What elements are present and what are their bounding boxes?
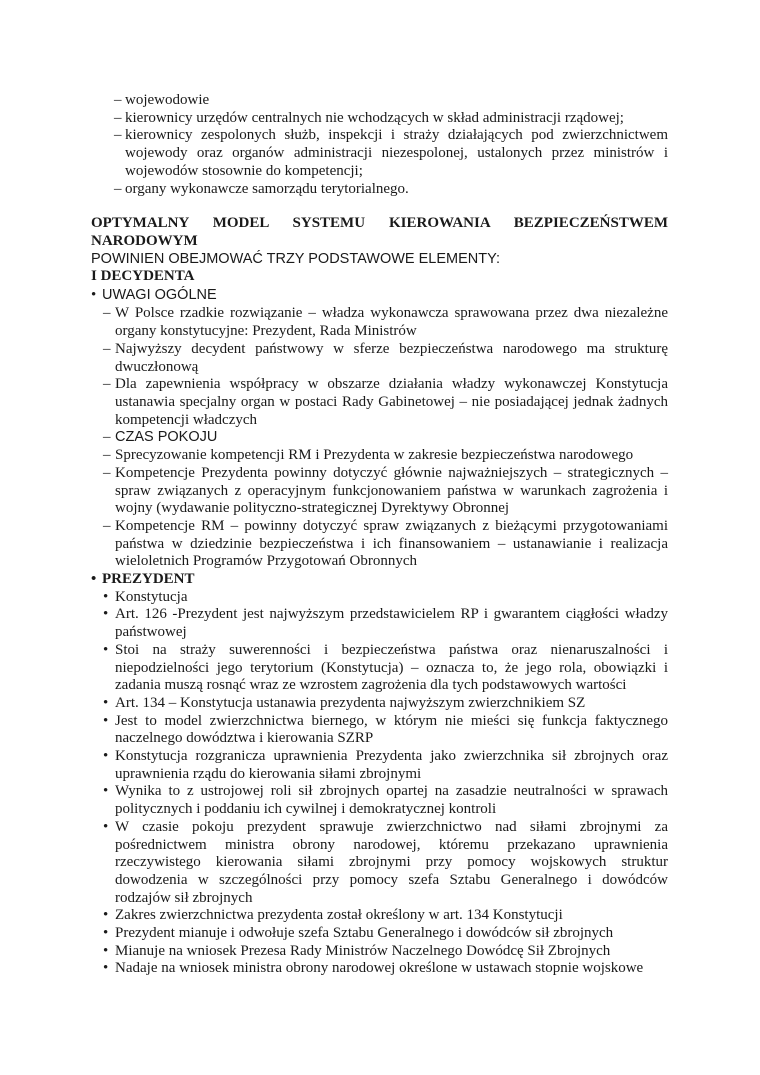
list-item: Konstytucja rozgranicza uprawnienia Prezydenta jako zwierzchnika sił zbrojnych oraz	[115, 748, 668, 764]
list-item: Stoi na straży suwerenności i bezpieczeństwa państwa oraz nienaruszalności i	[115, 642, 668, 658]
section-subheading: POWINIEN OBEJMOWAĆ TRZY PODSTAWOWE ELEMENTY:	[91, 251, 500, 267]
list-item-continuation: niepodzielności jego terytorium (Konstytucja) – oznacza to, że jego rola, obowiązki i	[115, 660, 668, 676]
list-item-continuation: naczelnego dowództwa i kierowania SZRP	[115, 730, 374, 746]
bullet-marker: •	[103, 748, 109, 764]
bullet-marker: •	[103, 589, 109, 605]
dash-marker: –	[114, 127, 122, 143]
list-item-continuation: kompetencji władczych	[115, 412, 258, 428]
list-item-czas-pokoju: CZAS POKOJU	[115, 429, 218, 445]
list-item-continuation: państwowej	[115, 624, 187, 640]
list-item-continuation: politycznych i poddaniu ich cywilnej i demokratycznej kontroli	[115, 801, 497, 817]
list-item: Najwyższy decydent państwowy w sferze bezpieczeństwa narodowego ma strukturę	[115, 341, 668, 357]
list-item: Kompetencje RM – powinny dotyczyć spraw związanych z bieżącymi przygotowaniami	[115, 518, 668, 534]
dash-marker: –	[114, 110, 122, 126]
bullet-marker: •	[103, 907, 109, 923]
list-item-continuation: zadania muszą rosnąć wraz ze wzrostem zagrożenia dla tych podstawowych wartości	[115, 677, 627, 693]
list-item: Kompetencje Prezydenta powinny dotyczyć głównie najważniejszych – strategicznych –	[115, 465, 668, 481]
list-item-continuation: ustanawia specjalny organ w postaci Rady Gabinetowej – nie posiadającej jednak żadnych	[115, 394, 668, 410]
bullet-marker: •	[103, 713, 109, 729]
list-item-continuation: państwa w dziedzinie bezpieczeństwa i ich finansowaniem – ustanawianie i realizacja	[115, 536, 668, 552]
list-item: wojewodowie	[125, 92, 210, 108]
list-item-continuation: wieloletnich Programów Przygotowań Obronnych	[115, 553, 418, 569]
list-item: Konstytucja	[115, 589, 188, 605]
dash-marker: –	[103, 518, 111, 534]
list-item: Jest to model zwierzchnictwa biernego, w którym nie mieści się funkcja faktycznego	[115, 713, 668, 729]
dash-marker: –	[103, 447, 111, 463]
list-item: W czasie pokoju prezydent sprawuje zwierzchnictwo nad siłami zbrojnymi za	[115, 819, 668, 835]
list-item-continuation: rzeczywistego kierowania siłami zbrojnymi przy pomocy wojskowych struktur	[115, 854, 668, 870]
bullet-marker: •	[103, 960, 109, 976]
list-item-continuation: wojewodów stosownie do kompetencji;	[125, 163, 363, 179]
dash-marker: –	[103, 341, 111, 357]
list-item: Mianuje na wniosek Prezesa Rady Ministrów Naczelnego Dowódcę Sił Zbrojnych	[115, 943, 611, 959]
uwagi-label: UWAGI OGÓLNE	[102, 287, 217, 303]
bullet-marker: •	[103, 606, 109, 622]
bullet-marker: •	[91, 287, 97, 303]
bullet-marker: •	[103, 925, 109, 941]
prezydent-label: PREZYDENT	[102, 571, 195, 587]
list-item-continuation: wojewody oraz organów administracji niezespolonej, ustalonych przez ministrów i	[125, 145, 668, 161]
bullet-marker: •	[103, 943, 109, 959]
list-item: Wynika to z ustrojowej roli sił zbrojnych opartej na zasadzie neutralności w sprawach	[115, 783, 668, 799]
bullet-marker: •	[91, 571, 97, 587]
list-item-continuation: uprawnienia rządu do kierowania siłami zbrojnymi	[115, 766, 422, 782]
list-item: Zakres zwierzchnictwa prezydenta został określony w art. 134 Konstytucji	[115, 907, 563, 923]
dash-marker: –	[103, 376, 111, 392]
section-heading-continuation: NARODOWYM	[91, 233, 198, 249]
bullet-marker: •	[103, 695, 109, 711]
list-item-continuation: dwuczłonową	[115, 359, 199, 375]
bullet-marker: •	[103, 783, 109, 799]
list-item: Prezydent mianuje i odwołuje szefa Sztabu Generalnego i dowódców sił zbrojnych	[115, 925, 614, 941]
section-title-decydenta: I DECYDENTA	[91, 268, 195, 284]
list-item: organy wykonawcze samorządu terytorialnego.	[125, 181, 409, 197]
section-heading: OPTYMALNY MODEL SYSTEMU KIEROWANIA BEZPIECZEŃSTWEM	[91, 215, 668, 231]
dash-marker: –	[114, 181, 122, 197]
list-item-continuation: organy konstytucyjne: Prezydent, Rada Ministrów	[115, 323, 417, 339]
list-item: Sprecyzowanie kompetencji RM i Prezydenta w zakresie bezpieczeństwa narodowego	[115, 447, 634, 463]
list-item: W Polsce rzadkie rozwiązanie – władza wykonawcza sprawowana przez dwa niezależne	[115, 305, 668, 321]
list-item: kierownicy urzędów centralnych nie wchodzących w skład administracji rządowej;	[125, 110, 624, 126]
list-item: Art. 134 – Konstytucja ustanawia prezydenta najwyższym zwierzchnikiem SZ	[115, 695, 586, 711]
list-item-continuation: pośrednictwem ministra obrony narodowej, któremu przekazano uprawnienia	[115, 837, 668, 853]
dash-marker: –	[114, 92, 122, 108]
bullet-marker: •	[103, 642, 109, 658]
list-item: Nadaje na wniosek ministra obrony narodowej określone w ustawach stopnie wojskowe	[115, 960, 644, 976]
bullet-marker: •	[103, 819, 109, 835]
list-item-continuation: rodzajów sił zbrojnych	[115, 890, 253, 906]
list-item: Art. 126 -Prezydent jest najwyższym przedstawicielem RP i gwarantem ciągłości władzy	[115, 606, 668, 622]
dash-marker: –	[103, 465, 111, 481]
dash-marker: –	[103, 305, 111, 321]
list-item-continuation: dowodzenia w szczególności przy pomocy szefa Sztabu Generalnego i dowódców	[115, 872, 668, 888]
list-item-continuation: wojny (wydawanie polityczno-strategicznej Dyrektywy Obronnej	[115, 500, 510, 516]
dash-marker: –	[103, 429, 111, 445]
list-item: kierownicy zespolonych służb, inspekcji i straży działających pod zwierzchnictwem	[125, 127, 668, 143]
list-item-continuation: spraw związanych z operacyjnym funkcjonowaniem państwa w warunkach zagrożenia i	[115, 483, 668, 499]
list-item: Dla zapewnienia współpracy w obszarze działania władzy wykonawczej Konstytucja	[115, 376, 668, 392]
